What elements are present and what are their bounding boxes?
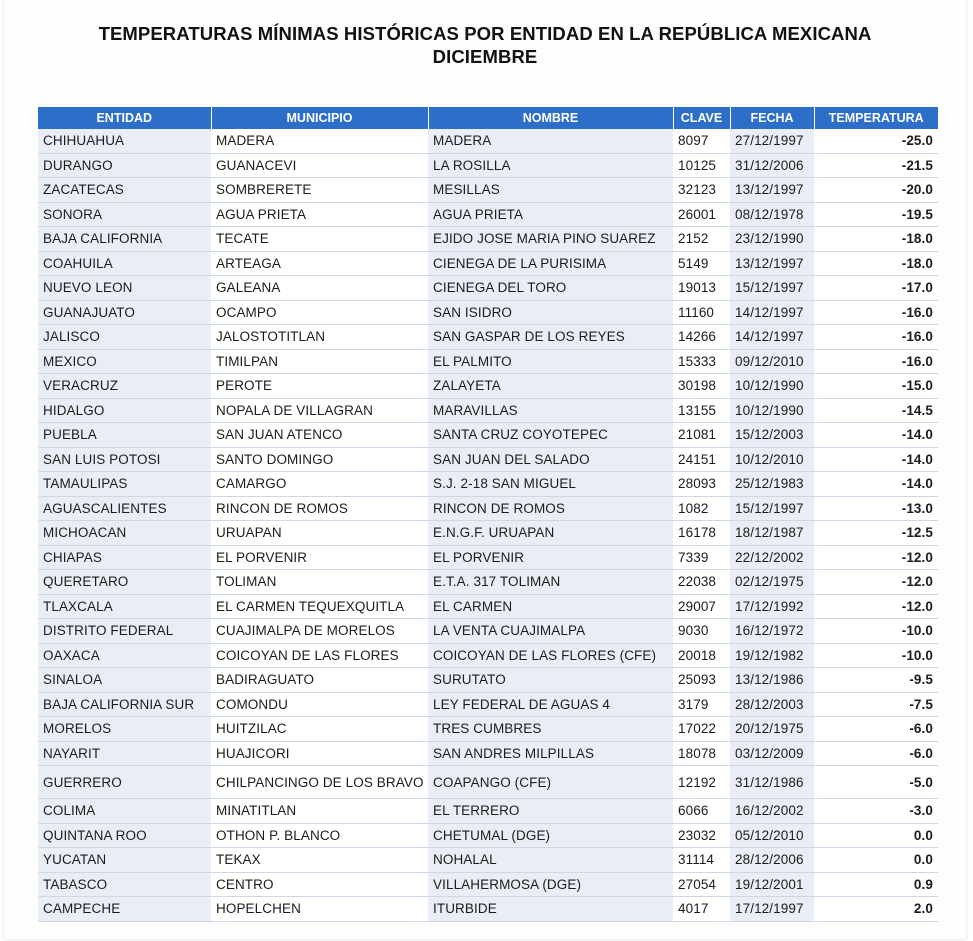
cell-clave: 4017 — [673, 897, 730, 922]
cell-nombre: SAN JUAN DEL SALADO — [428, 447, 673, 472]
table-row — [38, 202, 938, 227]
cell-entidad: PUEBLA — [38, 423, 211, 448]
table-row — [38, 799, 938, 824]
cell-municipio: SOMBRERETE — [211, 178, 428, 203]
cell-clave: 32123 — [673, 178, 730, 203]
table-row — [38, 447, 938, 472]
table-row — [38, 570, 938, 595]
cell-nombre: COICOYAN DE LAS FLORES (CFE) — [428, 643, 673, 668]
cell-nombre: E.N.G.F. URUAPAN — [428, 521, 673, 546]
cell-clave: 15333 — [673, 349, 730, 374]
cell-fecha: 10/12/1990 — [730, 398, 814, 423]
cell-municipio: RINCON DE ROMOS — [211, 496, 428, 521]
cell-fecha: 23/12/1990 — [730, 227, 814, 252]
table-row — [38, 521, 938, 546]
table-row — [38, 594, 938, 619]
cell-entidad: TLAXCALA — [38, 594, 211, 619]
cell-clave: 10125 — [673, 153, 730, 178]
cell-clave: 21081 — [673, 423, 730, 448]
cell-clave: 23032 — [673, 823, 730, 848]
header-temperatura: TEMPERATURA — [814, 107, 938, 129]
cell-temperatura: -14.0 — [814, 447, 938, 472]
cell-clave: 19013 — [673, 276, 730, 301]
cell-temperatura: 0.0 — [814, 823, 938, 848]
cell-entidad: COAHUILA — [38, 251, 211, 276]
cell-temperatura: 0.9 — [814, 872, 938, 897]
cell-entidad: HIDALGO — [38, 398, 211, 423]
cell-fecha: 15/12/1997 — [730, 276, 814, 301]
table-row — [38, 496, 938, 521]
table-row — [38, 178, 938, 203]
cell-entidad: QUERETARO — [38, 570, 211, 595]
cell-temperatura: -12.5 — [814, 521, 938, 546]
cell-entidad: AGUASCALIENTES — [38, 496, 211, 521]
table-row — [38, 643, 938, 668]
cell-nombre: NOHALAL — [428, 848, 673, 873]
cell-municipio: EL CARMEN TEQUEXQUITLA — [211, 594, 428, 619]
cell-nombre: ZALAYETA — [428, 374, 673, 399]
cell-municipio: MINATITLAN — [211, 799, 428, 824]
cell-clave: 17022 — [673, 717, 730, 742]
table-row — [38, 129, 938, 153]
cell-fecha: 18/12/1987 — [730, 521, 814, 546]
table-row — [38, 398, 938, 423]
cell-temperatura: -12.0 — [814, 594, 938, 619]
cell-municipio: NOPALA DE VILLAGRAN — [211, 398, 428, 423]
table-row — [38, 692, 938, 717]
cell-temperatura: -13.0 — [814, 496, 938, 521]
cell-fecha: 16/12/1972 — [730, 619, 814, 644]
header-entidad: ENTIDAD — [38, 107, 211, 129]
cell-fecha: 03/12/2009 — [730, 741, 814, 766]
cell-temperatura: -9.5 — [814, 668, 938, 693]
cell-entidad: JALISCO — [38, 325, 211, 350]
cell-municipio: AGUA PRIETA — [211, 202, 428, 227]
cell-temperatura: -6.0 — [814, 741, 938, 766]
document-page — [4, 0, 966, 939]
table-row — [38, 717, 938, 742]
cell-municipio: TOLIMAN — [211, 570, 428, 595]
cell-nombre: LA ROSILLA — [428, 153, 673, 178]
cell-temperatura: -19.5 — [814, 202, 938, 227]
cell-temperatura: -14.0 — [814, 472, 938, 497]
cell-temperatura: -10.0 — [814, 643, 938, 668]
cell-municipio: CENTRO — [211, 872, 428, 897]
cell-temperatura: -10.0 — [814, 619, 938, 644]
cell-fecha: 02/12/1975 — [730, 570, 814, 595]
cell-entidad: NUEVO LEON — [38, 276, 211, 301]
header-municipio: MUNICIPIO — [211, 107, 428, 129]
cell-entidad: ZACATECAS — [38, 178, 211, 203]
cell-fecha: 19/12/1982 — [730, 643, 814, 668]
temperature-table-container — [38, 107, 938, 922]
table-row — [38, 153, 938, 178]
cell-clave: 16178 — [673, 521, 730, 546]
title-line-2: DICIEMBRE — [432, 46, 538, 67]
cell-nombre: S.J. 2-18 SAN MIGUEL — [428, 472, 673, 497]
cell-entidad: CHIAPAS — [38, 545, 211, 570]
cell-municipio: URUAPAN — [211, 521, 428, 546]
cell-temperatura: -25.0 — [814, 129, 938, 153]
page-title — [4, 22, 966, 68]
cell-entidad: MEXICO — [38, 349, 211, 374]
cell-temperatura: -16.0 — [814, 300, 938, 325]
cell-fecha: 27/12/1997 — [730, 129, 814, 153]
cell-entidad: TAMAULIPAS — [38, 472, 211, 497]
header-fecha: FECHA — [730, 107, 814, 129]
cell-nombre: ITURBIDE — [428, 897, 673, 922]
table-row — [38, 872, 938, 897]
table-body — [38, 129, 938, 921]
cell-fecha: 31/12/1986 — [730, 766, 814, 799]
cell-nombre: CHETUMAL (DGE) — [428, 823, 673, 848]
cell-municipio: MADERA — [211, 129, 428, 153]
cell-entidad: MICHOACAN — [38, 521, 211, 546]
cell-clave: 9030 — [673, 619, 730, 644]
cell-fecha: 17/12/1997 — [730, 897, 814, 922]
cell-nombre: EL CARMEN — [428, 594, 673, 619]
table-row — [38, 251, 938, 276]
cell-fecha: 28/12/2006 — [730, 848, 814, 873]
cell-nombre: EL TERRERO — [428, 799, 673, 824]
cell-clave: 14266 — [673, 325, 730, 350]
cell-clave: 26001 — [673, 202, 730, 227]
cell-clave: 5149 — [673, 251, 730, 276]
cell-fecha: 20/12/1975 — [730, 717, 814, 742]
cell-temperatura: -3.0 — [814, 799, 938, 824]
cell-nombre: SAN GASPAR DE LOS REYES — [428, 325, 673, 350]
cell-municipio: HUAJICORI — [211, 741, 428, 766]
cell-clave: 25093 — [673, 668, 730, 693]
cell-temperatura: -20.0 — [814, 178, 938, 203]
cell-municipio: CAMARGO — [211, 472, 428, 497]
cell-entidad: TABASCO — [38, 872, 211, 897]
cell-entidad: VERACRUZ — [38, 374, 211, 399]
cell-municipio: TECATE — [211, 227, 428, 252]
cell-temperatura: -21.5 — [814, 153, 938, 178]
cell-municipio: GALEANA — [211, 276, 428, 301]
cell-temperatura: -5.0 — [814, 766, 938, 799]
cell-temperatura: -17.0 — [814, 276, 938, 301]
table-row — [38, 300, 938, 325]
cell-municipio: EL PORVENIR — [211, 545, 428, 570]
table-row — [38, 741, 938, 766]
cell-temperatura: -18.0 — [814, 227, 938, 252]
cell-clave: 18078 — [673, 741, 730, 766]
cell-entidad: GUANAJUATO — [38, 300, 211, 325]
table-header-row — [38, 107, 938, 129]
cell-entidad: SINALOA — [38, 668, 211, 693]
table-row — [38, 619, 938, 644]
cell-clave: 12192 — [673, 766, 730, 799]
table-row — [38, 276, 938, 301]
cell-clave: 8097 — [673, 129, 730, 153]
cell-fecha: 16/12/2002 — [730, 799, 814, 824]
temperature-table — [38, 107, 938, 922]
table-row — [38, 897, 938, 922]
cell-fecha: 14/12/1997 — [730, 300, 814, 325]
table-row — [38, 349, 938, 374]
cell-entidad: QUINTANA ROO — [38, 823, 211, 848]
cell-municipio: JALOSTOTITLAN — [211, 325, 428, 350]
cell-fecha: 13/12/1997 — [730, 251, 814, 276]
cell-fecha: 15/12/1997 — [730, 496, 814, 521]
table-row — [38, 668, 938, 693]
cell-fecha: 25/12/1983 — [730, 472, 814, 497]
cell-temperatura: -16.0 — [814, 325, 938, 350]
cell-municipio: TIMILPAN — [211, 349, 428, 374]
cell-clave: 24151 — [673, 447, 730, 472]
cell-clave: 2152 — [673, 227, 730, 252]
cell-clave: 6066 — [673, 799, 730, 824]
cell-clave: 3179 — [673, 692, 730, 717]
cell-nombre: E.T.A. 317 TOLIMAN — [428, 570, 673, 595]
cell-fecha: 09/12/2010 — [730, 349, 814, 374]
cell-clave: 27054 — [673, 872, 730, 897]
cell-nombre: COAPANGO (CFE) — [428, 766, 673, 799]
cell-entidad: OAXACA — [38, 643, 211, 668]
cell-entidad: NAYARIT — [38, 741, 211, 766]
cell-nombre: CIENEGA DE LA PURISIMA — [428, 251, 673, 276]
cell-temperatura: -7.5 — [814, 692, 938, 717]
cell-municipio: HUITZILAC — [211, 717, 428, 742]
cell-fecha: 28/12/2003 — [730, 692, 814, 717]
cell-entidad: CHIHUAHUA — [38, 129, 211, 153]
cell-entidad: CAMPECHE — [38, 897, 211, 922]
cell-temperatura: -12.0 — [814, 570, 938, 595]
cell-entidad: DISTRITO FEDERAL — [38, 619, 211, 644]
cell-nombre: MADERA — [428, 129, 673, 153]
cell-fecha: 13/12/1997 — [730, 178, 814, 203]
cell-entidad: MORELOS — [38, 717, 211, 742]
cell-nombre: SURUTATO — [428, 668, 673, 693]
table-row — [38, 848, 938, 873]
cell-municipio: SANTO DOMINGO — [211, 447, 428, 472]
cell-municipio: ARTEAGA — [211, 251, 428, 276]
cell-clave: 7339 — [673, 545, 730, 570]
header-nombre: NOMBRE — [428, 107, 673, 129]
cell-clave: 28093 — [673, 472, 730, 497]
cell-nombre: SAN ANDRES MILPILLAS — [428, 741, 673, 766]
cell-temperatura: -12.0 — [814, 545, 938, 570]
cell-temperatura: -15.0 — [814, 374, 938, 399]
cell-nombre: SAN ISIDRO — [428, 300, 673, 325]
cell-nombre: TRES CUMBRES — [428, 717, 673, 742]
table-row — [38, 374, 938, 399]
cell-municipio: OCAMPO — [211, 300, 428, 325]
title-line-1: TEMPERATURAS MÍNIMAS HISTÓRICAS POR ENTIDAD EN LA REPÚBLICA MEXICANA — [98, 23, 872, 44]
table-row — [38, 325, 938, 350]
cell-fecha: 10/12/1990 — [730, 374, 814, 399]
cell-temperatura: -16.0 — [814, 349, 938, 374]
cell-entidad: BAJA CALIFORNIA — [38, 227, 211, 252]
cell-clave: 29007 — [673, 594, 730, 619]
cell-municipio: COMONDU — [211, 692, 428, 717]
cell-clave: 13155 — [673, 398, 730, 423]
cell-entidad: DURANGO — [38, 153, 211, 178]
cell-fecha: 13/12/1986 — [730, 668, 814, 693]
cell-clave: 30198 — [673, 374, 730, 399]
cell-entidad: BAJA CALIFORNIA SUR — [38, 692, 211, 717]
cell-fecha: 15/12/2003 — [730, 423, 814, 448]
table-row — [38, 423, 938, 448]
cell-nombre: MARAVILLAS — [428, 398, 673, 423]
cell-temperatura: 2.0 — [814, 897, 938, 922]
cell-municipio: HOPELCHEN — [211, 897, 428, 922]
cell-nombre: LEY FEDERAL DE AGUAS 4 — [428, 692, 673, 717]
table-row — [38, 472, 938, 497]
cell-clave: 22038 — [673, 570, 730, 595]
cell-entidad: SONORA — [38, 202, 211, 227]
cell-fecha: 17/12/1992 — [730, 594, 814, 619]
table-row — [38, 227, 938, 252]
cell-entidad: YUCATAN — [38, 848, 211, 873]
cell-temperatura: -14.0 — [814, 423, 938, 448]
cell-nombre: CIENEGA DEL TORO — [428, 276, 673, 301]
table-row — [38, 823, 938, 848]
cell-clave: 1082 — [673, 496, 730, 521]
cell-fecha: 08/12/1978 — [730, 202, 814, 227]
table-row — [38, 766, 938, 799]
cell-temperatura: -18.0 — [814, 251, 938, 276]
cell-municipio: CUAJIMALPA DE MORELOS — [211, 619, 428, 644]
cell-clave: 31114 — [673, 848, 730, 873]
cell-entidad: COLIMA — [38, 799, 211, 824]
cell-clave: 20018 — [673, 643, 730, 668]
cell-nombre: VILLAHERMOSA (DGE) — [428, 872, 673, 897]
cell-fecha: 14/12/1997 — [730, 325, 814, 350]
cell-fecha: 10/12/2010 — [730, 447, 814, 472]
cell-fecha: 05/12/2010 — [730, 823, 814, 848]
cell-nombre: SANTA CRUZ COYOTEPEC — [428, 423, 673, 448]
cell-entidad: SAN LUIS POTOSI — [38, 447, 211, 472]
cell-municipio: OTHON P. BLANCO — [211, 823, 428, 848]
cell-nombre: EJIDO JOSE MARIA PINO SUAREZ — [428, 227, 673, 252]
cell-nombre: LA VENTA CUAJIMALPA — [428, 619, 673, 644]
cell-fecha: 19/12/2001 — [730, 872, 814, 897]
cell-municipio: TEKAX — [211, 848, 428, 873]
cell-entidad: GUERRERO — [38, 766, 211, 799]
header-clave: CLAVE — [673, 107, 730, 129]
cell-nombre: EL PALMITO — [428, 349, 673, 374]
cell-nombre: AGUA PRIETA — [428, 202, 673, 227]
cell-fecha: 31/12/2006 — [730, 153, 814, 178]
cell-nombre: MESILLAS — [428, 178, 673, 203]
cell-municipio: SAN JUAN ATENCO — [211, 423, 428, 448]
cell-fecha: 22/12/2002 — [730, 545, 814, 570]
cell-municipio: PEROTE — [211, 374, 428, 399]
cell-temperatura: -14.5 — [814, 398, 938, 423]
cell-temperatura: -6.0 — [814, 717, 938, 742]
cell-municipio: GUANACEVI — [211, 153, 428, 178]
cell-municipio: CHILPANCINGO DE LOS BRAVO — [211, 766, 428, 799]
cell-temperatura: 0.0 — [814, 848, 938, 873]
cell-clave: 11160 — [673, 300, 730, 325]
table-row — [38, 545, 938, 570]
cell-municipio: COICOYAN DE LAS FLORES — [211, 643, 428, 668]
cell-nombre: EL PORVENIR — [428, 545, 673, 570]
cell-municipio: BADIRAGUATO — [211, 668, 428, 693]
cell-nombre: RINCON DE ROMOS — [428, 496, 673, 521]
